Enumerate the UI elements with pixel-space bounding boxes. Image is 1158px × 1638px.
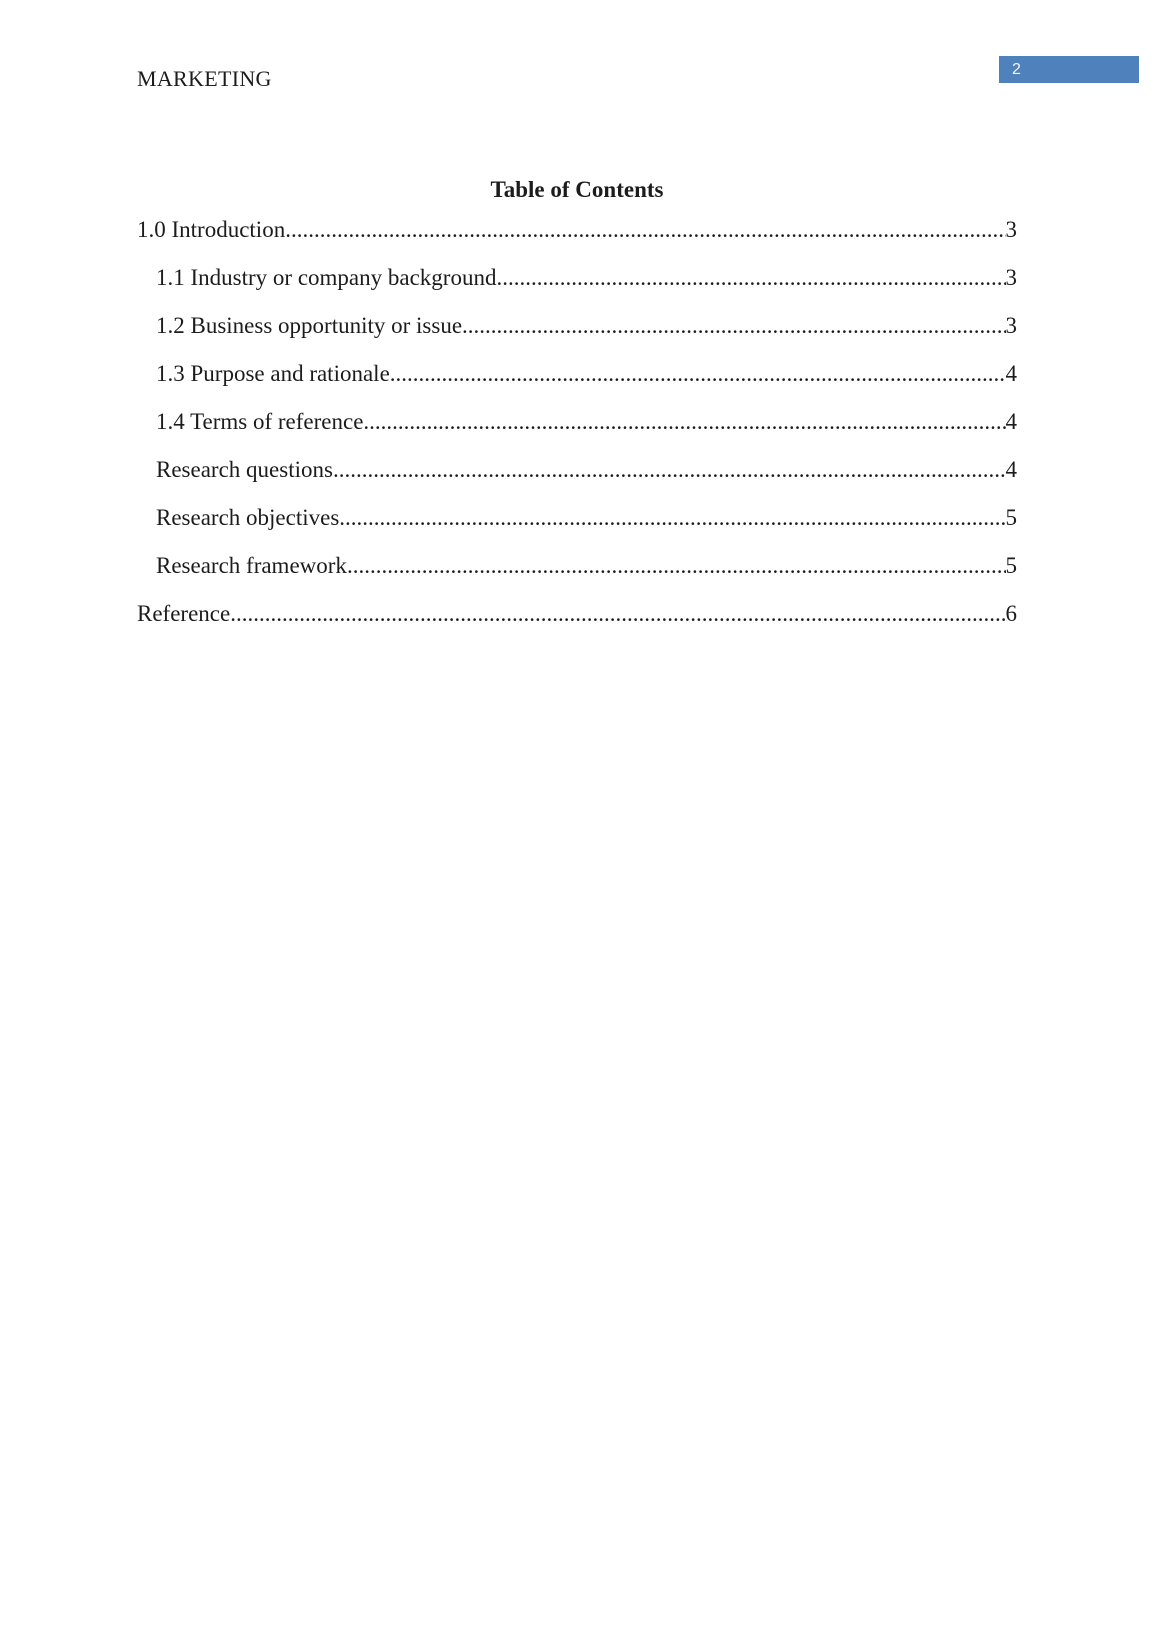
toc-leader-dots [285, 206, 1005, 254]
toc-entry-label: 1.3 Purpose and rationale [156, 361, 390, 386]
toc-entry-page-number: 4 [1005, 361, 1017, 386]
toc-entry-list [137, 206, 1017, 638]
toc-entry-label: Research objectives [156, 505, 340, 530]
toc-entry-label: Reference [137, 601, 231, 626]
toc-entry-label: 1.4 Terms of reference [156, 409, 364, 434]
toc-entry[interactable] [137, 206, 1017, 254]
toc-entry[interactable] [137, 542, 1017, 590]
toc-entry-label: 1.1 Industry or company background [156, 265, 497, 290]
page-number: 2 [1012, 60, 1021, 78]
toc-entry-page-number: 3 [1005, 265, 1017, 290]
toc-entry-label: Research questions [156, 457, 333, 482]
toc-entry-page-number: 5 [1005, 553, 1017, 578]
toc-leader-dots [496, 254, 1005, 302]
toc-entry[interactable] [137, 494, 1017, 542]
toc-entry[interactable] [137, 590, 1017, 638]
table-of-contents [137, 174, 1017, 638]
toc-entry[interactable] [137, 446, 1017, 494]
toc-leader-dots [230, 590, 1005, 638]
toc-entry-page-number: 3 [1005, 217, 1017, 242]
toc-entry-page-number: 4 [1005, 457, 1017, 482]
running-header: MARKETING [137, 66, 272, 91]
toc-entry-label: 1.2 Business opportunity or issue [156, 313, 463, 338]
toc-entry-label: Research framework [156, 553, 347, 578]
toc-leader-dots [347, 542, 1006, 590]
toc-entry[interactable] [137, 302, 1017, 350]
toc-entry-page-number: 3 [1005, 313, 1017, 338]
toc-leader-dots [333, 446, 1006, 494]
toc-leader-dots [390, 350, 1006, 398]
toc-entry[interactable] [137, 398, 1017, 446]
page-number-box [999, 56, 1139, 83]
toc-leader-dots [462, 302, 1005, 350]
toc-entry[interactable] [137, 350, 1017, 398]
toc-entry[interactable] [137, 254, 1017, 302]
toc-leader-dots [363, 398, 1005, 446]
toc-entry-label: 1.0 Introduction [137, 217, 286, 242]
toc-entry-page-number: 5 [1005, 505, 1017, 530]
toc-leader-dots [339, 494, 1005, 542]
toc-heading: Table of Contents [490, 177, 664, 202]
toc-entry-page-number: 4 [1005, 409, 1017, 434]
toc-entry-page-number: 6 [1005, 601, 1017, 626]
